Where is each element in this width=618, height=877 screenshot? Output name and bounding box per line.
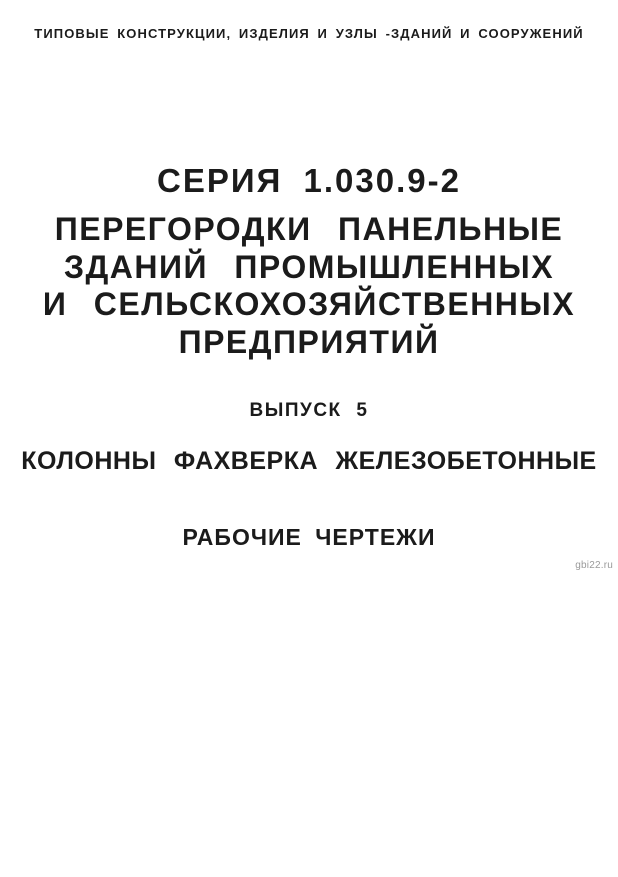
series-title: СЕРИЯ 1.030.9-2 <box>157 162 461 199</box>
subtitle: КОЛОННЫ ФАХВЕРКА ЖЕЛЕЗОБЕТОННЫЕ <box>21 447 597 475</box>
title-line: И СЕЛЬСКОХОЗЯЙСТВЕННЫХ <box>42 286 576 322</box>
title-line: ПРЕДПРИЯТИЙ <box>178 324 440 360</box>
title-line: ПЕРЕГОРОДКИ ПАНЕЛЬНЫЕ <box>54 211 564 247</box>
issue-label: ВЫПУСК 5 <box>249 400 369 421</box>
watermark: gbi22.ru <box>575 560 613 571</box>
document-header: ТИПОВЫЕ КОНСТРУКЦИИ, ИЗДЕЛИЯ И УЗЛЫ -ЗДАНИЙ И СООРУЖЕНИЙ <box>34 26 584 41</box>
title-line: ЗДАНИЙ ПРОМЫШЛЕННЫХ <box>63 249 555 285</box>
document-type: РАБОЧИЕ ЧЕРТЕЖИ <box>182 524 436 550</box>
